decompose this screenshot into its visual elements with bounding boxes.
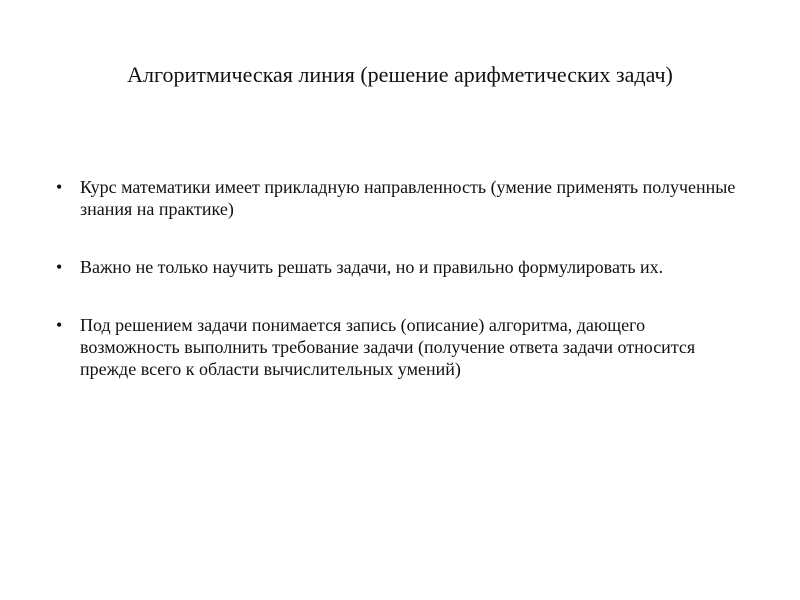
bullet-text: Важно не только научить решать задачи, но и правильно формулировать их. bbox=[80, 257, 664, 277]
bullet-icon: • bbox=[56, 257, 63, 277]
bullet-text: Курс математики имеет прикладную направленность (умение применять полученные знания на практике) bbox=[80, 177, 736, 219]
bullet-text: Под решением задачи понимается запись (описание) алгоритма, дающего возможность выполнить требование задачи (получение ответа задачи относится прежде всего к области вычислительных умений) bbox=[80, 315, 696, 379]
slide-title: Алгоритмическая линия (решение арифметических задач) bbox=[127, 62, 673, 87]
bullet-icon: • bbox=[56, 315, 63, 335]
list-item bbox=[56, 314, 736, 380]
list-item bbox=[56, 176, 736, 220]
bullet-icon: • bbox=[56, 177, 63, 197]
bullet-list bbox=[56, 176, 736, 416]
list-item bbox=[56, 256, 736, 278]
